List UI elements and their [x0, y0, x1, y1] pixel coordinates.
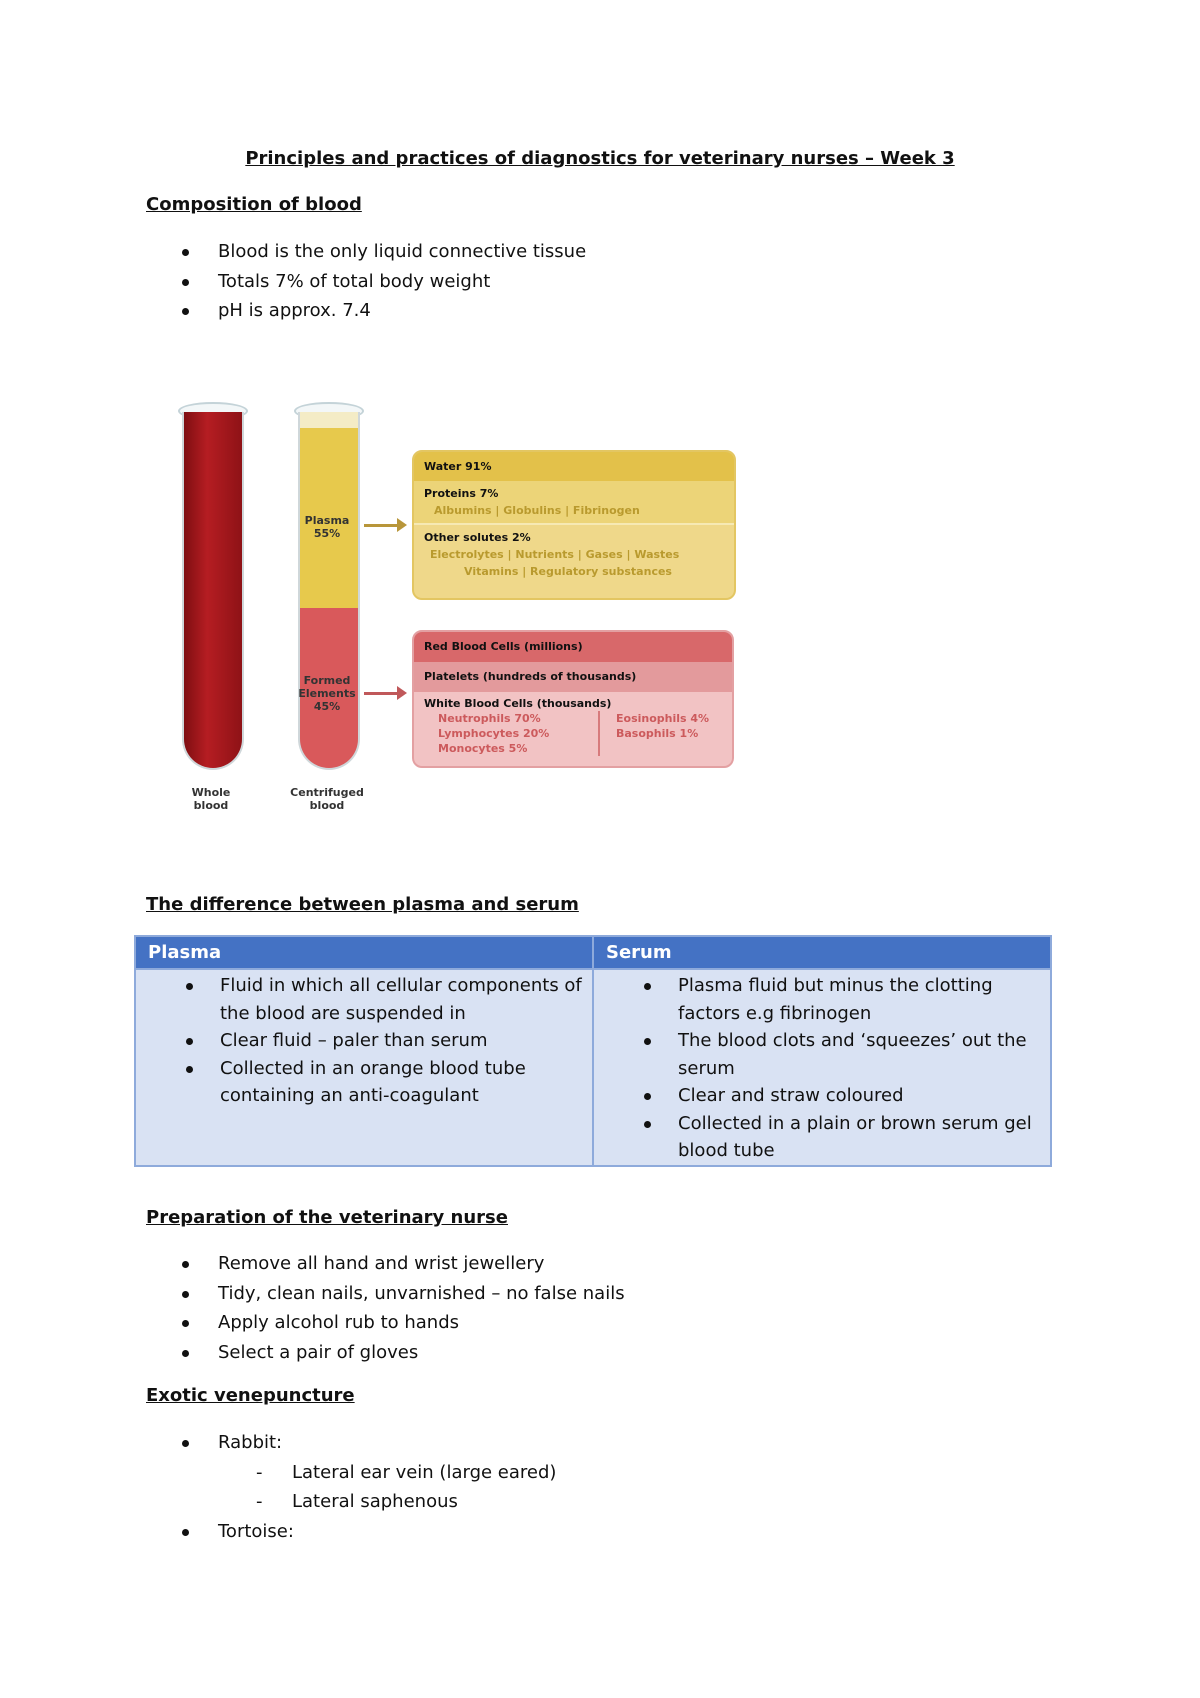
list-item: Totals 7% of total body weight [146, 267, 586, 297]
list-item: Collected in a plain or brown serum gel blood tube [594, 1110, 1050, 1165]
bullet-icon [182, 1261, 189, 1268]
list-item: The blood clots and ‘squeezes’ out the serum [594, 1027, 1050, 1082]
list-item: - Lateral ear vein (large eared) [0, 1458, 556, 1488]
list-item: Clear fluid – paler than serum [136, 1027, 592, 1055]
list-item: Collected in an orange blood tube containing an anti-coagulant [136, 1055, 592, 1110]
bullet-icon [644, 1121, 651, 1128]
list-item: Rabbit: [146, 1428, 282, 1458]
list-item: Apply alcohol rub to hands [146, 1308, 625, 1338]
centrifuged-blood-tube [298, 412, 360, 770]
list-item: Plasma fluid but minus the clotting factors e.g fibrinogen [594, 972, 1050, 1027]
plasma-composition-box [412, 450, 736, 600]
bullet-icon [182, 1291, 189, 1298]
bullet-icon [644, 1093, 651, 1100]
serum-header: Serum [593, 936, 1051, 969]
list-item: - Lateral saphenous [0, 1487, 556, 1517]
bullet-icon [644, 1038, 651, 1045]
composition-list [146, 237, 586, 326]
bullet-icon [182, 249, 189, 256]
proteins-row: Proteins 7% Albumins | Globulins | Fibrinogen [414, 481, 734, 523]
plasma-header: Plasma [135, 936, 593, 969]
centrifuged-blood-label: Centrifuged blood [290, 786, 364, 812]
dash-bullet: - [256, 1461, 263, 1483]
list-item: pH is approx. 7.4 [146, 296, 586, 326]
plasma-label: Plasma 55% [304, 514, 350, 540]
bullet-icon [182, 308, 189, 315]
list-item: Fluid in which all cellular components of the blood are suspended in [136, 972, 592, 1027]
whole-blood-tube [182, 412, 244, 770]
rbc-row: Red Blood Cells (millions) [414, 632, 732, 662]
bullet-icon [182, 1440, 189, 1447]
bullet-icon [182, 1350, 189, 1357]
serum-cell [593, 969, 1051, 1166]
document-title: Principles and practices of diagnostics for veterinary nurses – Week 3 [245, 148, 955, 169]
exotic-list-continued [146, 1517, 294, 1547]
preparation-heading: Preparation of the veterinary nurse [146, 1207, 508, 1228]
bullet-icon [186, 1066, 193, 1073]
plasma-cell [135, 969, 593, 1166]
list-item: Tortoise: [146, 1517, 294, 1547]
list-item: Select a pair of gloves [146, 1338, 625, 1368]
blood-composition-figure [160, 398, 750, 818]
water-row: Water 91% [414, 452, 734, 481]
bullet-icon [182, 279, 189, 286]
composition-heading: Composition of blood [146, 194, 362, 215]
platelets-row: Platelets (hundreds of thousands) [414, 662, 732, 692]
list-item: Clear and straw coloured [594, 1082, 1050, 1110]
wbc-row: White Blood Cells (thousands) Neutrophils 70% Lymphocytes 20% Monocytes 5% Eosinophils 4% Basophils 1% [424, 697, 710, 755]
bullet-icon [182, 1320, 189, 1327]
list-item: Blood is the only liquid connective tissue [146, 237, 586, 267]
difference-heading: The difference between plasma and serum [146, 894, 579, 915]
whole-blood-label: Whole blood [191, 786, 231, 812]
list-item: Tidy, clean nails, unvarnished – no false nails [146, 1279, 625, 1309]
other-solutes-row: Other solutes 2% Electrolytes | Nutrients | Gases | Wastes Vitamins | Regulatory substances [414, 523, 734, 584]
rabbit-sublist [0, 1458, 556, 1517]
bullet-icon [186, 983, 193, 990]
bullet-icon [182, 1529, 189, 1536]
dash-bullet: - [256, 1491, 263, 1512]
bullet-icon [186, 1038, 193, 1045]
list-item: Remove all hand and wrist jewellery [146, 1249, 625, 1279]
formed-arrow [364, 692, 398, 695]
exotic-heading: Exotic venepuncture [146, 1385, 355, 1406]
exotic-list [146, 1428, 282, 1458]
plasma-serum-table [134, 935, 1052, 1167]
formed-elements-box [412, 630, 734, 768]
bullet-icon [644, 983, 651, 990]
plasma-arrow [364, 524, 398, 527]
preparation-list [146, 1249, 625, 1367]
formed-elements-label: Formed Elements 45% [298, 674, 356, 713]
